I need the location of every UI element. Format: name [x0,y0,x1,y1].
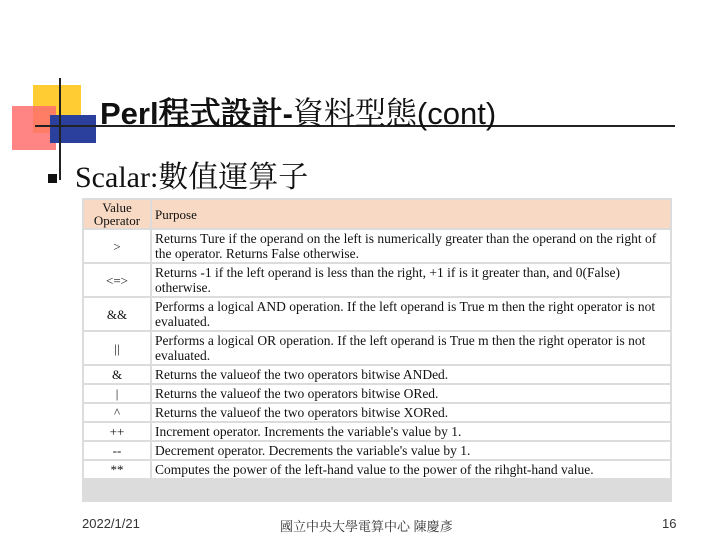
decor-blue-square [50,115,96,143]
purpose-cell: Returns the valueof the two operators bitwise ORed. [152,385,670,402]
purpose-cell: Returns the valueof the two operators bitwise ANDed. [152,366,670,383]
operator-cell: <=> [84,264,150,296]
table-row [84,264,670,296]
operator-table [82,198,672,480]
purpose-cell: Returns -1 if the left operand is less than the right, +1 if is it greater than, and 0(False) otherwise. [152,264,670,296]
table-row [84,442,670,459]
bullet-text: Scalar:數值運算子 [75,161,309,194]
operator-table-container [82,198,672,502]
bullet-square-icon [48,174,57,183]
table-header-row [84,200,670,228]
purpose-cell: Computes the power of the left-hand value to the power of the rihght-hand value. [152,461,670,478]
footer-date: 2022/1/21 [82,516,140,531]
operator-cell: & [84,366,150,383]
page-number: 16 [662,516,677,531]
operator-cell: | [84,385,150,402]
slide-title [100,94,496,134]
operator-cell: ++ [84,423,150,440]
operator-cell: ** [84,461,150,478]
operator-cell: || [84,332,150,364]
purpose-cell: Performs a logical OR operation. If the left operand is True m then the right operator is not evaluated. [152,332,670,364]
table-row [84,404,670,421]
purpose-cell: Performs a logical AND operation. If the left operand is True m then the right operator is not evaluated. [152,298,670,330]
operator-cell: ^ [84,404,150,421]
footer-organization: 國立中央大學電算中心 陳慶彥 [280,519,453,534]
operator-cell: > [84,230,150,262]
title-part2: 資料型態(cont) [292,96,497,131]
table-row [84,332,670,364]
purpose-cell: Returns Ture if the operand on the left is numerically greater than the operand on the right of the operator. Returns False otherwise. [152,230,670,262]
operator-cell: && [84,298,150,330]
table-row [84,298,670,330]
table-row [84,230,670,262]
header-operator: Value Operator [84,200,150,228]
operator-cell: -- [84,442,150,459]
table-row [84,423,670,440]
purpose-cell: Increment operator. Increments the variable's value by 1. [152,423,670,440]
table-row [84,461,670,478]
table-row [84,385,670,402]
purpose-cell: Returns the valueof the two operators bitwise XORed. [152,404,670,421]
purpose-cell: Decrement operator. Decrements the variable's value by 1. [152,442,670,459]
header-purpose: Purpose [152,200,670,228]
title-part1: Perl程式設計- [100,96,293,131]
table-row [84,366,670,383]
decor-vertical-line [59,78,61,180]
